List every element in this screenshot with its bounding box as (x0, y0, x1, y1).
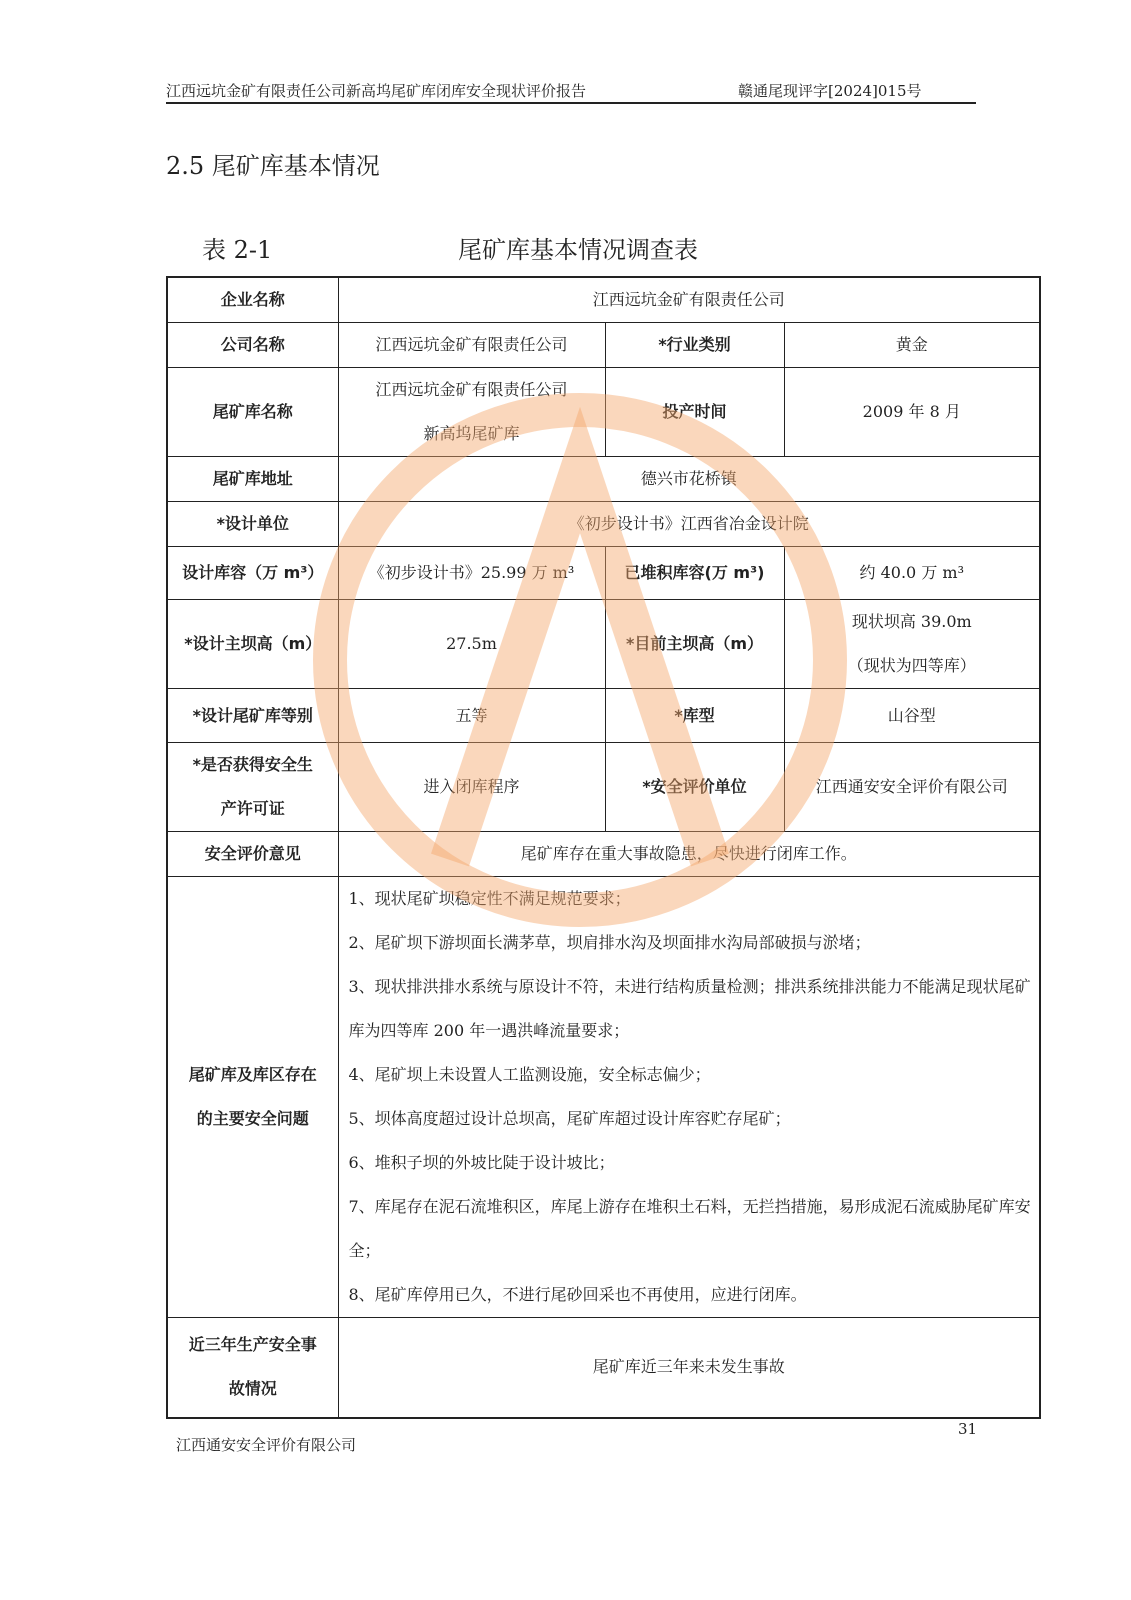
value-opinion: 尾矿库存在重大事故隐患，尽快进行闭库工作。 (338, 832, 1040, 877)
label-issues (167, 877, 338, 1318)
footer-company: 江西通安安全评价有限公司 (176, 1436, 357, 1454)
value-current-dam (784, 600, 1040, 689)
label-type: *库型 (605, 689, 784, 743)
current-dam-line2: （现状为四等库） (847, 656, 976, 675)
label-pond: 尾矿库名称 (167, 368, 338, 457)
value-pond (338, 368, 605, 457)
label-design-unit: *设计单位 (167, 502, 338, 547)
table-number: 表 2-1 (202, 236, 273, 264)
value-issues (338, 877, 1040, 1318)
value-type: 山谷型 (784, 689, 1040, 743)
label-capacity: 设计库容（万 m³） (167, 547, 338, 600)
value-stored: 约 40.0 万 m³ (784, 547, 1040, 600)
label-accident (167, 1318, 338, 1418)
value-enterprise: 江西远坑金矿有限责任公司 (338, 277, 1040, 323)
accident-label-line2: 故情况 (228, 1379, 277, 1399)
value-address: 德兴市花桥镇 (338, 457, 1040, 502)
issues-label-line2: 的主要安全问题 (196, 1109, 309, 1128)
accident-label-line1: 近三年生产安全事 (188, 1335, 317, 1355)
label-stored: 已堆积库容(万 m³) (605, 547, 784, 600)
value-eval-unit: 江西通安安全评价有限公司 (784, 743, 1040, 832)
issue-item: 8、尾矿库停用已久，不进行尾砂回采也不再使用，应进行闭库。 (348, 1285, 807, 1304)
permit-label-line2: 产许可证 (220, 799, 285, 818)
value-start: 2009 年 8 月 (784, 368, 1040, 457)
label-opinion: 安全评价意见 (167, 832, 338, 877)
issue-item: 6、堆积子坝的外坡比陡于设计坡比； (348, 1153, 615, 1172)
label-address: 尾矿库地址 (167, 457, 338, 502)
value-design-unit: 《初步设计书》江西省冶金设计院 (338, 502, 1040, 547)
issue-item: 7、库尾存在泥石流堆积区，库尾上游存在堆积土石料，无拦挡措施，易形成泥石流威胁尾矿库安全； (348, 1197, 1031, 1260)
label-eval-unit: *安全评价单位 (605, 743, 784, 832)
label-dam-height: *设计主坝高（m） (167, 600, 338, 689)
value-accident: 尾矿库近三年来未发生事故 (338, 1318, 1040, 1418)
issue-item: 5、坝体高度超过设计总坝高，尾矿库超过设计库容贮存尾矿； (348, 1109, 791, 1128)
issue-item: 3、现状排洪排水系统与原设计不符，未进行结构质量检测；排洪系统排洪能力不能满足现状尾矿库为四等库 200 年一遇洪峰流量要求； (348, 977, 1031, 1040)
header-doc-no: 赣通尾现评字[2024]015号 (738, 82, 922, 100)
label-enterprise: 企业名称 (167, 277, 338, 323)
label-permit (167, 743, 338, 832)
page-number: 31 (958, 1420, 978, 1438)
header-title: 江西远坑金矿有限责任公司新高坞尾矿库闭库安全现状评价报告 (166, 82, 587, 100)
section-title: 2.5 尾矿库基本情况 (166, 152, 380, 180)
value-industry: 黄金 (784, 323, 1040, 368)
issues-label-line1: 尾矿库及库区存在 (188, 1065, 317, 1084)
value-capacity: 《初步设计书》25.99 万 m³ (338, 547, 605, 600)
value-company: 江西远坑金矿有限责任公司 (338, 323, 605, 368)
basic-info-table (166, 276, 1041, 1419)
value-permit: 进入闭库程序 (338, 743, 605, 832)
issue-item: 4、尾矿坝上未设置人工监测设施，安全标志偏少； (348, 1065, 711, 1084)
issue-item: 1、现状尾矿坝稳定性不满足规范要求； (348, 889, 631, 908)
table-title: 尾矿库基本情况调查表 (458, 236, 698, 264)
pond-line1: 江西远坑金矿有限责任公司 (375, 380, 568, 399)
label-industry: *行业类别 (605, 323, 784, 368)
footer-rule (166, 1418, 976, 1419)
issue-item: 2、尾矿坝下游坝面长满茅草，坝肩排水沟及坝面排水沟局部破损与淤堵； (348, 933, 871, 952)
value-grade: 五等 (338, 689, 605, 743)
current-dam-line1: 现状坝高 39.0m (851, 612, 972, 631)
label-grade: *设计尾矿库等别 (167, 689, 338, 743)
permit-label-line1: *是否获得安全生 (192, 755, 313, 774)
pond-line2: 新高坞尾矿库 (423, 424, 520, 443)
label-current-dam: *目前主坝高（m） (605, 600, 784, 689)
label-company: 公司名称 (167, 323, 338, 368)
label-start: 投产时间 (605, 368, 784, 457)
value-dam-height: 27.5m (338, 600, 605, 689)
header-rule (166, 102, 976, 104)
